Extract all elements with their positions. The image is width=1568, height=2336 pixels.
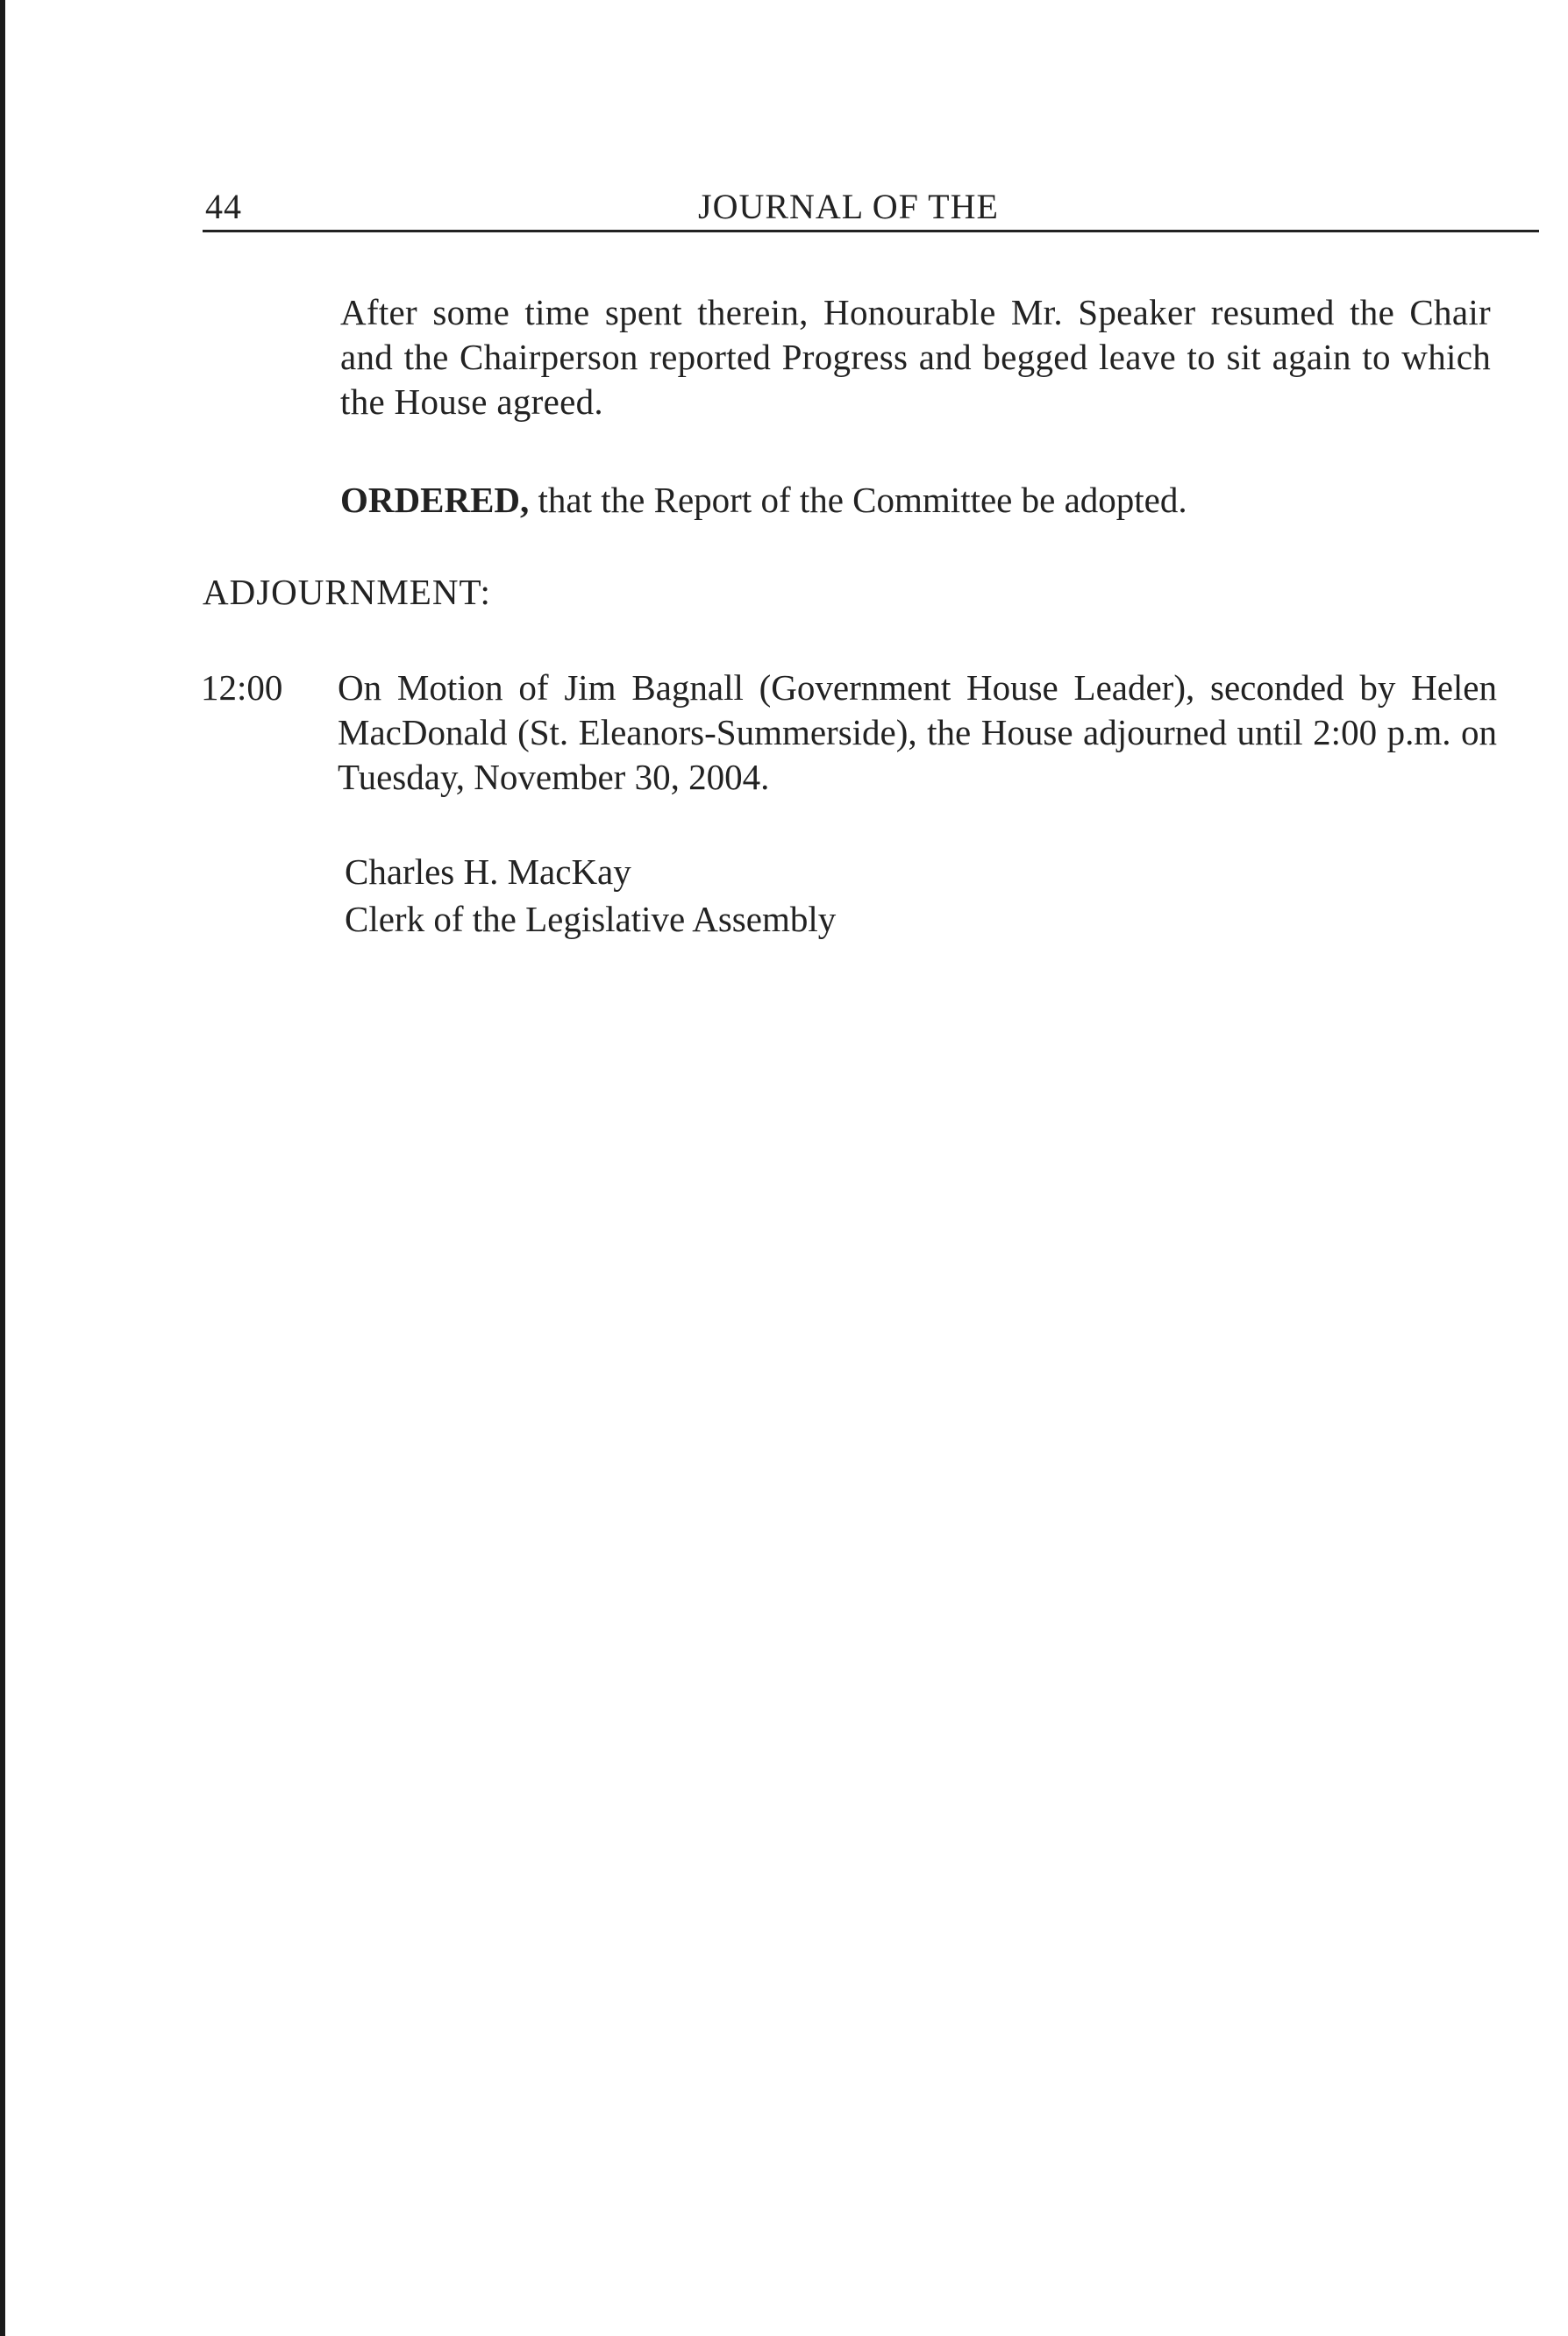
page-header [203,182,1539,234]
ordered-text: that the Report of the Committee be adopted. [529,480,1187,520]
adjournment-motion: On Motion of Jim Bagnall (Government House Leader), seconded by Helen MacDonald (St. Eleanors-Summerside), the House adjourned until 2:00 p.m. on Tuesday, November 30, 2004. [338,667,1497,797]
page-number: 44 [205,187,242,226]
clerk-title: Clerk of the Legislative Assembly [345,899,837,939]
header-rule [203,230,1539,232]
ordered-paragraph [340,478,1491,523]
ordered-label: ORDERED, [340,480,530,520]
running-title: JOURNAL OF THE [698,187,999,226]
scan-edge [0,0,5,2336]
signature-block [345,848,836,943]
adjournment-heading: ADJOURNMENT: [203,572,491,612]
clerk-name: Charles H. MacKay [345,851,631,892]
committee-report-paragraph: After some time spent therein, Honourable Mr. Speaker resumed the Chair and the Chairperson reported Progress and begged leave to sit again to which the House agreed. [340,292,1491,422]
adjournment-time: 12:00 [201,667,283,708]
